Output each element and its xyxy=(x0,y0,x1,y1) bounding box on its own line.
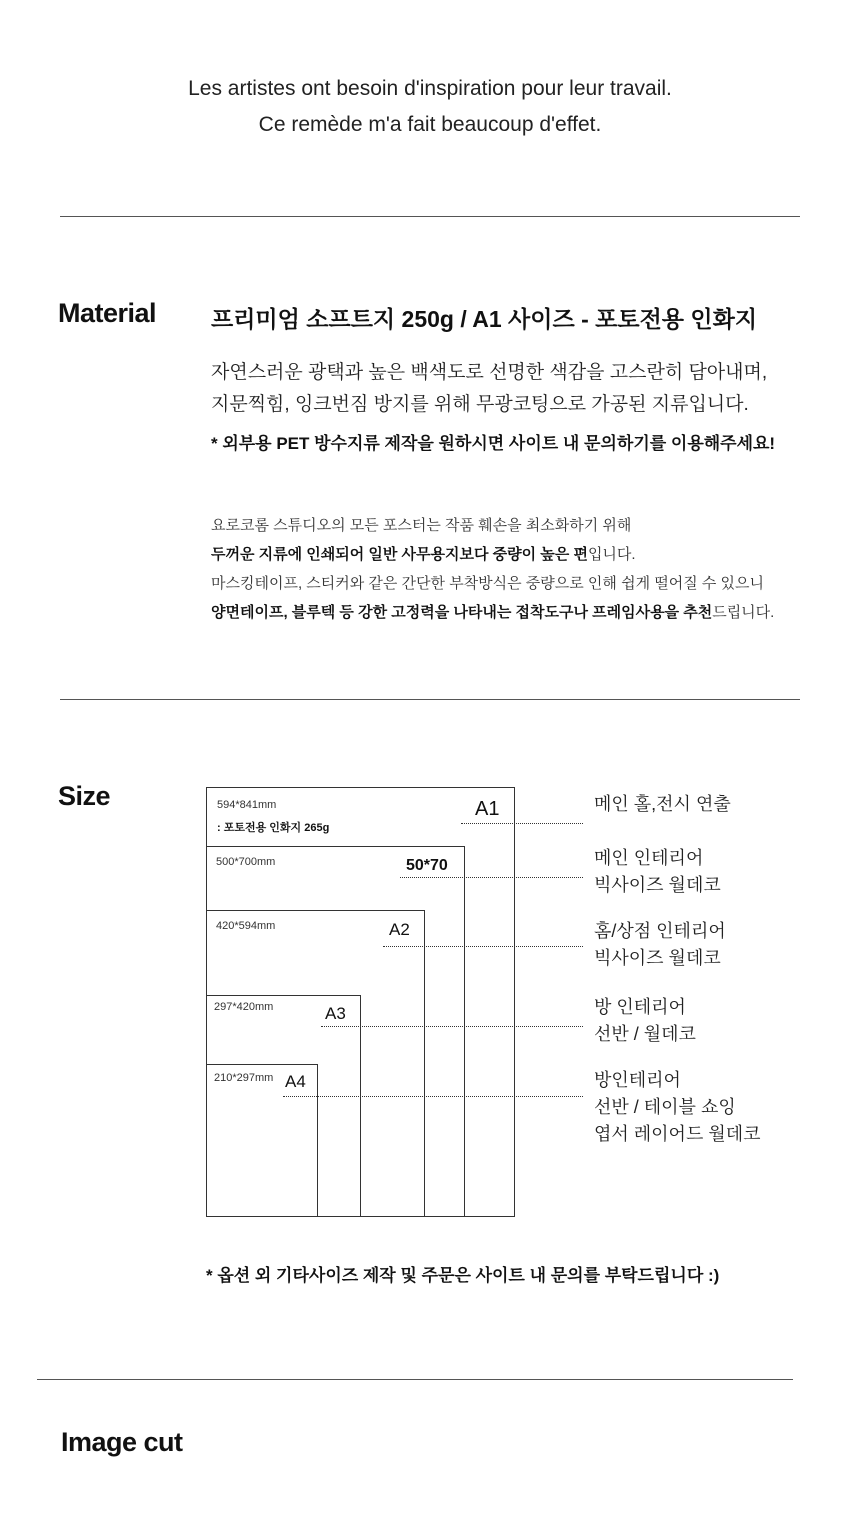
use-a2 xyxy=(594,918,726,972)
use-a4 xyxy=(594,1067,761,1148)
size-box-a2 xyxy=(206,910,425,1217)
dim-50x70: 500*700mm xyxy=(216,856,276,868)
dim-a1-note: : 포토전용 인화지 265g xyxy=(217,822,330,834)
dim-a4: 210*297mm xyxy=(214,1072,274,1084)
label-a1: A1 xyxy=(475,798,500,820)
material-paragraph-1: 요로코롬 스튜디오의 모든 포스터는 작품 훼손을 최소화하기 위해 xyxy=(211,517,632,534)
leader-a2 xyxy=(383,946,583,947)
use-a3 xyxy=(594,994,696,1048)
material-paragraph-2-rest: 입니다. xyxy=(587,546,636,563)
material-heading: 프리미엄 소프트지 250g / A1 사이즈 - 포토전용 인화지 xyxy=(211,306,758,332)
size-box-a1 xyxy=(206,787,515,1217)
size-note: * 옵션 외 기타사이즈 제작 및 주문은 사이트 내 문의를 부탁드립니다 :) xyxy=(206,1266,720,1285)
use-a2-line-2: 빅사이즈 월데코 xyxy=(594,948,721,968)
image-cut-title: Image cut xyxy=(61,1427,183,1457)
size-title: Size xyxy=(58,781,111,811)
use-a2-line-1: 홈/상점 인테리어 xyxy=(594,921,726,941)
use-a1 xyxy=(594,791,731,818)
quote-line-2: Ce remède m'a fait beaucoup d'effet. xyxy=(258,113,602,136)
use-a4-line-1: 방인테리어 xyxy=(594,1070,681,1090)
material-paragraph-2 xyxy=(211,543,636,564)
dim-a1: 594*841mm xyxy=(217,799,277,811)
use-a3-line-2: 선반 / 월데코 xyxy=(594,1024,696,1044)
dim-a3: 297*420mm xyxy=(214,1001,274,1013)
divider-3 xyxy=(37,1379,793,1380)
use-a4-line-2: 선반 / 테이블 쇼잉 xyxy=(594,1097,736,1117)
size-box-a3 xyxy=(206,995,361,1217)
material-desc-1: 자연스러운 광택과 높은 백색도로 선명한 색감을 고스란히 담아내며, xyxy=(211,362,768,383)
use-a3-line-1: 방 인테리어 xyxy=(594,997,686,1017)
material-paragraph-4-rest: 드립니다. xyxy=(712,604,775,621)
use-50x70-line-1: 메인 인테리어 xyxy=(594,848,704,868)
material-paragraph-4-bold: 양면테이프, 블루텍 등 강한 고정력을 나타내는 접착도구나 프레임사용을 추천 xyxy=(211,604,713,621)
use-50x70-line-2: 빅사이즈 월데코 xyxy=(594,875,721,895)
label-a3: A3 xyxy=(325,1004,346,1023)
leader-a1 xyxy=(461,823,583,824)
leader-50x70 xyxy=(400,877,583,878)
label-a4: A4 xyxy=(285,1072,306,1091)
use-a4-line-3: 엽서 레이어드 월데코 xyxy=(594,1124,761,1144)
material-title: Material xyxy=(58,298,157,328)
use-a1-line-1: 메인 홀,전시 연출 xyxy=(594,794,731,814)
divider-1 xyxy=(60,216,800,217)
divider-2 xyxy=(60,699,800,700)
label-a2: A2 xyxy=(389,920,410,939)
material-note: * 외부용 PET 방수지류 제작을 원하시면 사이트 내 문의하기를 이용해주세요! xyxy=(211,434,776,453)
label-50x70: 50*70 xyxy=(406,857,448,874)
size-box-a4 xyxy=(206,1064,318,1217)
material-paragraph-3: 마스킹테이프, 스티커와 같은 간단한 부착방식은 중량으로 인해 쉽게 떨어질 수 있으니 xyxy=(211,575,764,592)
size-box-50x70 xyxy=(206,846,465,1217)
leader-a4 xyxy=(283,1096,583,1097)
material-paragraph-2-bold: 두꺼운 지류에 인쇄되어 일반 사무용지보다 중량이 높은 편 xyxy=(211,546,588,563)
dim-a2: 420*594mm xyxy=(216,920,276,932)
use-50x70 xyxy=(594,845,721,899)
material-desc-2: 지문찍힘, 잉크번짐 방지를 위해 무광코팅으로 가공된 지류입니다. xyxy=(211,394,749,415)
material-paragraph-4 xyxy=(211,601,774,622)
leader-a3 xyxy=(321,1026,583,1027)
quote-line-1: Les artistes ont besoin d'inspiration pour leur travail. xyxy=(188,77,672,100)
